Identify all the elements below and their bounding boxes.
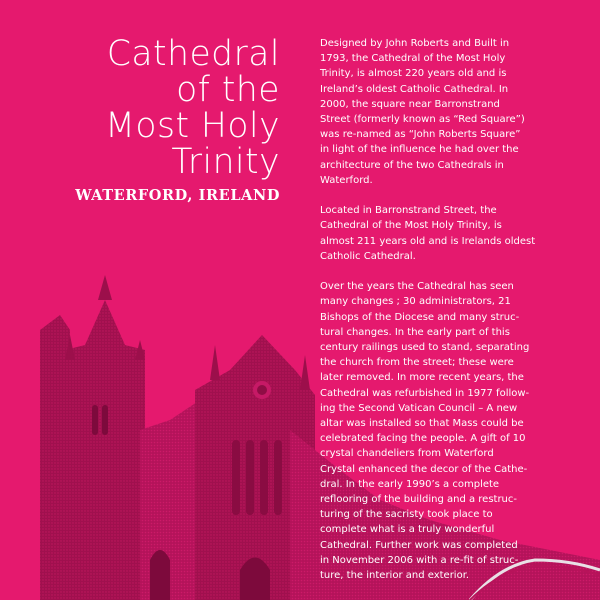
text-line: celebrated facing the people. A gift of 10	[320, 433, 526, 445]
text-line: the church from the street; these were	[320, 357, 514, 369]
text-line: tural changes. In the early part of this	[320, 326, 510, 338]
paragraph-3	[320, 279, 530, 583]
text-line: Located in Barronstrand Street, the	[320, 205, 497, 217]
text-line: Trinity, is almost 220 years old and is	[320, 68, 507, 80]
text-line: Cathedral of the Most Holy Trinity, is	[320, 220, 502, 232]
body-text	[320, 36, 536, 598]
text-line: crystal chandeliers from Waterford	[320, 448, 494, 460]
title-line: of the	[176, 70, 280, 110]
text-line: Cathedral was refurbished in 1977 follow-	[320, 387, 530, 399]
text-line: altar was installed so that Mass could be	[320, 418, 524, 430]
text-line: Over the years the Cathedral has seen	[320, 281, 514, 293]
title-line: Cathedral	[106, 34, 280, 74]
paragraph-2	[320, 203, 536, 264]
text-line: was re-named as “John Roberts Square”	[320, 129, 521, 141]
text-line: Bishops of the Diocese and many struc-	[320, 311, 520, 323]
text-line: many changes ; 30 administrators, 21	[320, 296, 511, 308]
text-line: Designed by John Roberts and Built in	[320, 38, 510, 49]
text-line: almost 211 years old and is Irelands oldest	[320, 235, 536, 247]
text-line: later removed. In more recent years, the	[320, 372, 524, 384]
title-line: Most Holy	[105, 106, 280, 146]
text-line: in light of the influence he had over the	[320, 144, 519, 156]
text-line: ture, the interior and exterior.	[320, 570, 470, 582]
text-line: turing of the sacristy took place to	[320, 509, 493, 521]
text-line: in November 2006 with a re-fit of struc-	[320, 554, 519, 566]
text-line: Cathedral. Further work was completed	[320, 539, 518, 551]
text-line: ing the Second Vatican Council – A new	[320, 402, 518, 414]
text-line: reflooring of the building and a restruc-	[320, 494, 518, 506]
text-line: Crystal enhanced the decor of the Cathe-	[320, 463, 528, 475]
page-title	[20, 36, 280, 180]
text-line: 2000, the square near Barronstrand	[320, 98, 500, 110]
paragraph-1	[320, 36, 525, 188]
text-line: Waterford.	[320, 174, 373, 186]
text-line: complete what is a truly wonderful	[320, 524, 495, 536]
text-line: architecture of the two Cathedrals in	[320, 159, 504, 171]
text-line: century railings used to stand, separating	[320, 342, 530, 354]
text-line: dral. In the early 1990’s a complete	[320, 478, 500, 490]
text-line: Ireland’s oldest Catholic Cathedral. In	[320, 83, 509, 95]
text-line: 1793, the Cathedral of the Most Holy	[320, 53, 506, 65]
title-line: Trinity	[171, 142, 280, 182]
text-line: Catholic Cathedral.	[320, 250, 416, 262]
location-subtitle: WATERFORD, IRELAND	[75, 187, 280, 204]
text-line: Street (formerly known as “Red Square”)	[320, 114, 525, 126]
